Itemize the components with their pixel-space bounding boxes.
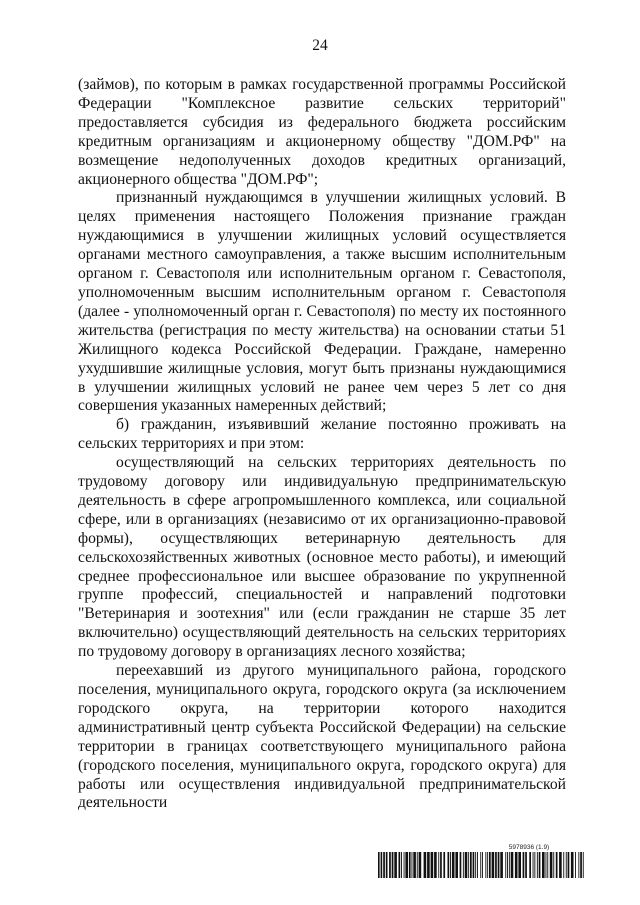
paragraph-1: (займов), по которым в рамках государственной программы Российской Федерации "Комплексное развитие сельских территорий" предоставляется субсидия из федерального бюджета российским кредитным организациям и акционерному обществу "ДОМ.РФ" на возмещение недополученных доходов кредитных организаций, акционерного общества "ДОМ.РФ"; [78,76,566,188]
barcode-bar [419,852,422,878]
barcode-bar [498,852,500,878]
barcode-bar [568,852,570,878]
barcode-bar [424,852,427,878]
barcode-bar [482,852,483,878]
barcode-bar [473,852,475,878]
paragraph-3: б) гражданин, изъявивший желание постоянно проживать на сельских территориях и при этом: [78,416,566,453]
barcode-bar [401,852,402,878]
barcode-bar [431,852,434,878]
barcode-bar [468,852,469,878]
barcode-bar [460,852,462,878]
barcode-bar [470,852,472,878]
page-number: 24 [312,37,328,54]
barcode-bar [378,852,380,878]
barcode-bar [580,852,582,878]
barcode-bar [438,852,439,878]
barcode-bar [413,852,416,878]
paragraph-4: осуществляющий на сельских территориях деятельность по трудовому договору или индивидуальную предпринимательскую деятельность в сфере агропромышленного комплекса, или социальной сфере, или в организациях (независимо от их организационно-правовой формы), осуществляющих ветеринарную деятельность для сельскохозяйственных животных (основное место работы), и имеющий среднее профессиональное или высшее образование по укрупненной группе профессий, специальностей и направлений подготовки "Ветеринария и зоотехния" или (если гражданин не старше 35 лет включительно) осуществляющий деятельность на сельских территориях по трудовому договору в организациях лесного хозяйства; [78,454,566,661]
barcode-bar [487,852,488,878]
barcode-bar [566,852,567,878]
barcode-image [378,852,588,878]
barcode-bar [463,852,464,878]
barcode-bar [405,852,408,878]
barcode-bar [523,852,525,878]
barcode-bar [525,852,527,878]
barcode-bar [392,852,394,878]
barcode-bar [546,852,547,878]
document-body [78,76,566,813]
barcode-bar [507,852,508,878]
barcode-bar [383,852,385,878]
barcode-bar [489,852,491,878]
barcode-bar [578,852,579,878]
barcode-bar [539,852,541,878]
barcode-bar [563,852,564,878]
barcode-bar [450,852,451,878]
barcode-bar [511,852,514,878]
barcode-bar [542,852,545,878]
barcode-bar [537,852,538,878]
barcode-bar [553,852,554,878]
barcode-bar [583,852,584,878]
barcode-bar [386,852,388,878]
barcode-bar [452,852,455,878]
barcode-bar [550,852,553,878]
barcode-bar [404,852,405,878]
barcode-bar [389,852,391,878]
barcode-bar [529,852,531,878]
barcode-bar [547,852,548,878]
barcode-bar [440,852,442,878]
barcode-bar [394,852,397,878]
barcode-bar [434,852,437,878]
barcode-bar [480,852,481,878]
paragraph-5: переехавший из другого муниципального района, городского поселения, муниципального округа, городского округа (за исключением городского округа, на территории которого находится административный центр субъекта Российской Федерации) на сельские территории в границах соответствующего муниципального района (городского поселения, муниципального округа, городского округа) для работы или осуществления индивидуальной предпринимательской деятельности [78,662,566,812]
barcode-bar [475,852,476,878]
barcode-bar [509,852,510,878]
barcode-bar [515,852,518,878]
barcode-bar [477,852,478,878]
barcode-bar [412,852,413,878]
barcode-bar [495,852,497,878]
barcode-bar [465,852,468,878]
barcode-bar [492,852,495,878]
barcode-bar [534,852,535,878]
barcode-bar [500,852,503,878]
barcode-bar [505,852,506,878]
barcode-bar [399,852,401,878]
barcode-bar [448,852,450,878]
barcode-bar [485,852,486,878]
barcode-bar [533,852,534,878]
barcode-bar [381,852,383,878]
barcode-bar [417,852,418,878]
barcode-bar [575,852,576,878]
barcode-caption: 5978936 (1.9) [508,844,550,851]
paragraph-2: признанный нуждающимся в улучшении жилищных условий. В целях применения настоящего Положения признание граждан нуждающимися в улучшении жилищных условий осуществляется органами местного самоуправления, а также высшим исполнительным органом г. Севастополя или исполнительным органом г. Севастополя, уполномоченным высшим исполнительным органом г. Севастополя (далее - уполномоченный орган г. Севастополя) по месту их постоянного жительства (регистрация по месту жительства) на основании статьи 51 Жилищного кодекса Российской Федерации. Граждане, намеренно ухудшившие жилищные условия, могут быть признаны нуждающимися в улучшении жилищных условий не ранее чем через 5 лет со дня совершения указанных намеренных действий; [78,189,566,415]
barcode-bar [571,852,574,878]
barcode-bar [427,852,430,878]
barcode-bar [455,852,458,878]
barcode-bar [518,852,521,878]
barcode-bar [559,852,562,878]
barcode-bar [443,852,445,878]
barcode-bar [556,852,558,878]
barcode-bar [409,852,411,878]
